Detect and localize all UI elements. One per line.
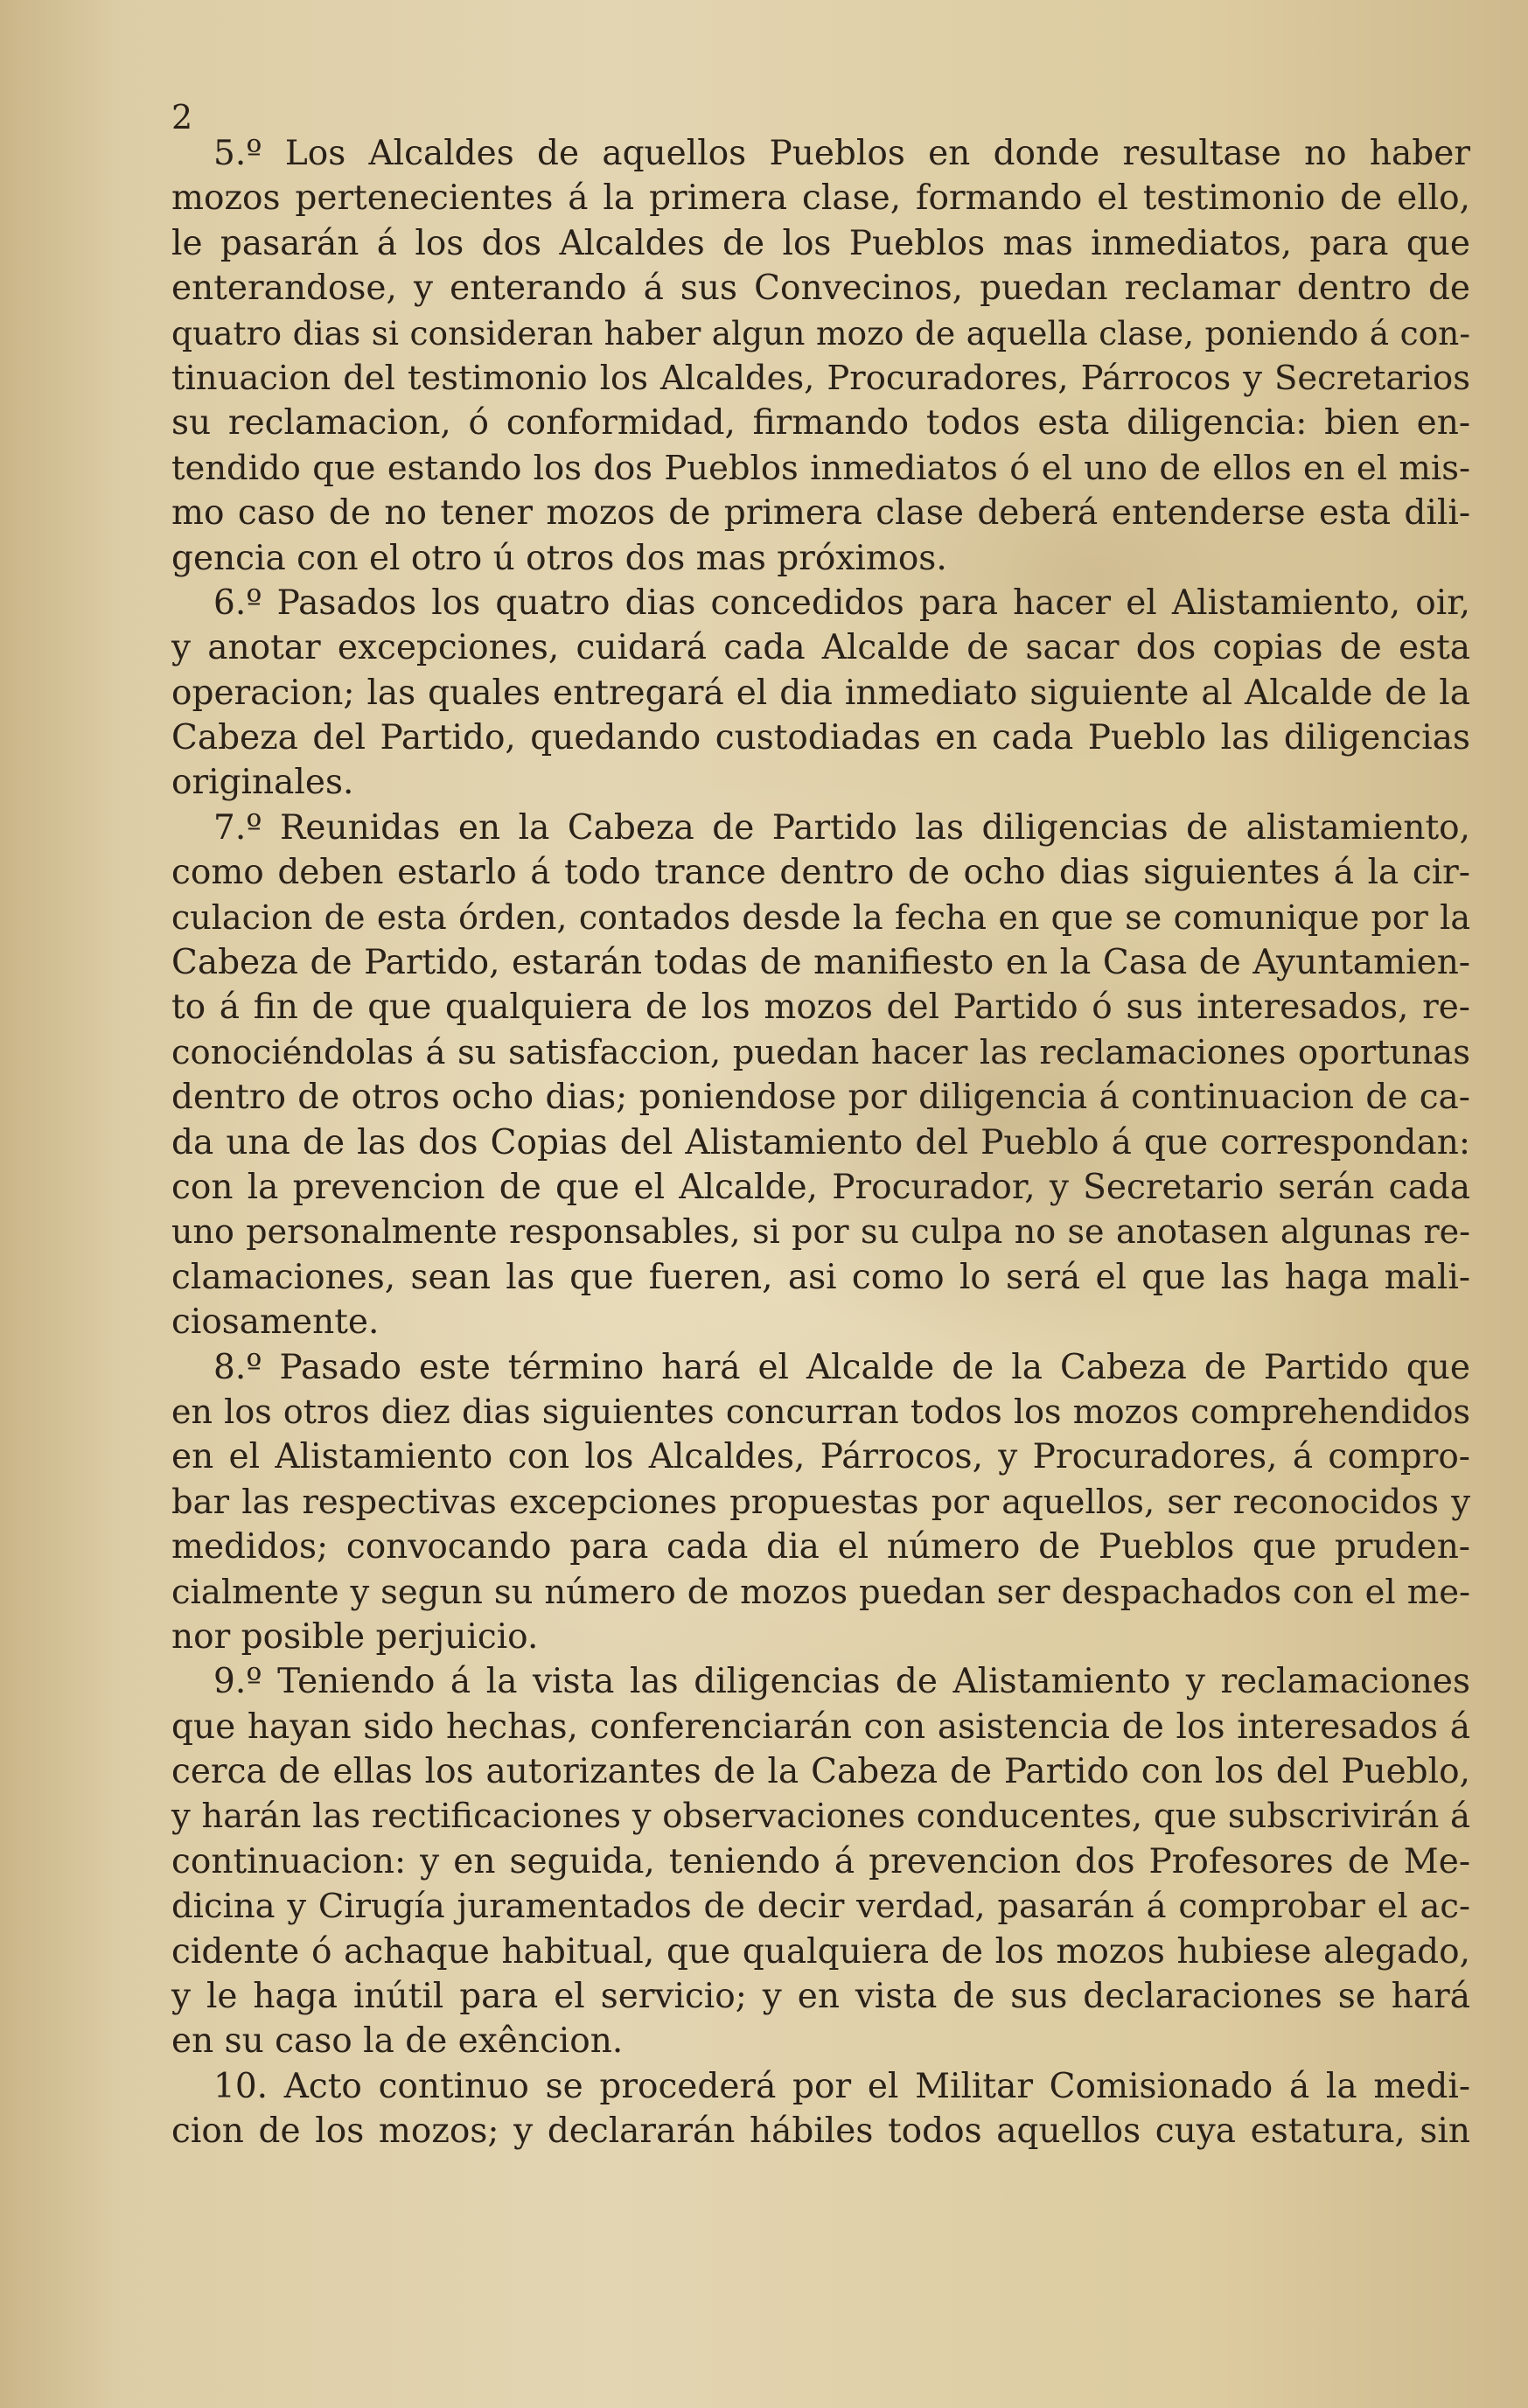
text-line: to á fin de que qualquiera de los mozos del Partido ó sus interesados, re- xyxy=(171,988,1470,1028)
text-line: bar las respectivas excepciones propuestas por aquellos, ser reconocidos y xyxy=(171,1482,1470,1522)
text-line: clamaciones, sean las que fueren, asi como lo será el que las haga mali- xyxy=(171,1257,1470,1297)
text-line: cidente ó achaque habitual, que qualquiera de los mozos hubiese alegado, xyxy=(171,1931,1470,1972)
text-line: uno personalmente responsables, si por su culpa no se anotasen algunas re- xyxy=(171,1212,1470,1252)
text-line: da una de las dos Copias del Alistamiento del Pueblo á que correspondan: xyxy=(171,1122,1470,1162)
text-line: con la prevencion de que el Alcalde, Procurador, y Secretario serán cada xyxy=(171,1167,1470,1207)
text-line: medidos; convocando para cada dia el número de Pueblos que pruden- xyxy=(171,1527,1470,1567)
text-line: 10. Acto continuo se procederá por el Militar Comisionado á la medi- xyxy=(213,2066,1470,2106)
text-line: y le haga inútil para el servicio; y en vista de sus declaraciones se hará xyxy=(171,1977,1470,2017)
text-line: nor posible perjuicio. xyxy=(171,1616,539,1657)
text-line: que hayan sido hechas, conferenciarán con asistencia de los interesados á xyxy=(171,1707,1470,1747)
text-line: su reclamacion, ó conformidad, firmando todos esta diligencia: bien en- xyxy=(171,403,1470,443)
document-text xyxy=(171,131,1470,2154)
text-line: cion de los mozos; y declararán hábiles todos aquellos cuya estatura, sin xyxy=(171,2111,1470,2152)
text-line: y anotar excepciones, cuidará cada Alcalde de sacar dos copias de esta xyxy=(171,628,1470,668)
text-line: mozos pertenecientes á la primera clase, formando el testimonio de ello, xyxy=(171,178,1470,219)
text-line: tendido que estando los dos Pueblos inmediatos ó el uno de ellos en el mis- xyxy=(171,448,1470,488)
text-line: dicina y Cirugía juramentados de decir verdad, pasarán á comprobar el ac- xyxy=(171,1887,1470,1927)
text-line: originales. xyxy=(171,763,354,803)
text-line: cerca de ellas los autorizantes de la Cabeza de Partido con los del Pueblo, xyxy=(171,1752,1470,1792)
text-line: 7.º Reunidas en la Cabeza de Partido las diligencias de alistamiento, xyxy=(213,807,1470,848)
text-line: cialmente y segun su número de mozos puedan ser despachados con el me- xyxy=(171,1572,1470,1612)
text-line: 6.º Pasados los quatro dias concedidos para hacer el Alistamiento, oir, xyxy=(213,583,1470,623)
text-line: en el Alistamiento con los Alcaldes, Párrocos, y Procuradores, á compro- xyxy=(171,1437,1470,1477)
text-line: enterandose, y enterando á sus Convecinos, puedan reclamar dentro de xyxy=(171,269,1470,309)
text-line: dentro de otros ocho dias; poniendose por diligencia á continuacion de ca- xyxy=(171,1078,1470,1118)
text-line: 5.º Los Alcaldes de aquellos Pueblos en donde resultase no haber xyxy=(213,134,1470,173)
text-line: culacion de esta órden, contados desde la fecha en que se comunique por la xyxy=(171,897,1470,937)
text-line: Cabeza del Partido, quedando custodiadas en cada Pueblo las diligencias xyxy=(171,718,1470,758)
text-line: conociéndolas á su satisfaccion, puedan hacer las reclamaciones oportunas xyxy=(171,1032,1470,1072)
text-line: gencia con el otro ú otros dos mas próximos. xyxy=(171,538,947,578)
text-line: continuacion: y en seguida, teniendo á prevencion dos Profesores de Me- xyxy=(171,1841,1470,1881)
text-line: y harán las rectificaciones y observaciones conducentes, que subscrivirán á xyxy=(171,1797,1470,1837)
text-line: tinuacion del testimonio los Alcaldes, Procuradores, Párrocos y Secretarios xyxy=(171,358,1470,398)
text-line: le pasarán á los dos Alcaldes de los Pueblos mas inmediatos, para que xyxy=(171,223,1470,263)
text-line: 9.º Teniendo á la vista las diligencias de Alistamiento y reclamaciones xyxy=(213,1662,1470,1702)
text-line: Cabeza de Partido, estarán todas de manifiesto en la Casa de Ayuntamien- xyxy=(171,943,1470,983)
text-line: mo caso de no tener mozos de primera clase deberá entenderse esta dili- xyxy=(171,493,1470,534)
text-line: quatro dias si consideran haber algun mozo de aquella clase, poniendo á con- xyxy=(171,313,1470,352)
text-line: ciosamente. xyxy=(171,1302,380,1343)
page-number: 2 xyxy=(171,98,193,136)
text-line: 8.º Pasado este término hará el Alcalde de la Cabeza de Partido que xyxy=(213,1347,1470,1387)
text-line: en su caso la de exêncion. xyxy=(171,2021,624,2062)
text-line: en los otros diez dias siguientes concurran todos los mozos comprehendidos xyxy=(171,1392,1470,1431)
text-line: operacion; las quales entregará el dia inmediato siguiente al Alcalde de la xyxy=(171,673,1470,713)
text-line: como deben estarlo á todo trance dentro de ocho dias siguientes á la cir- xyxy=(171,853,1470,893)
